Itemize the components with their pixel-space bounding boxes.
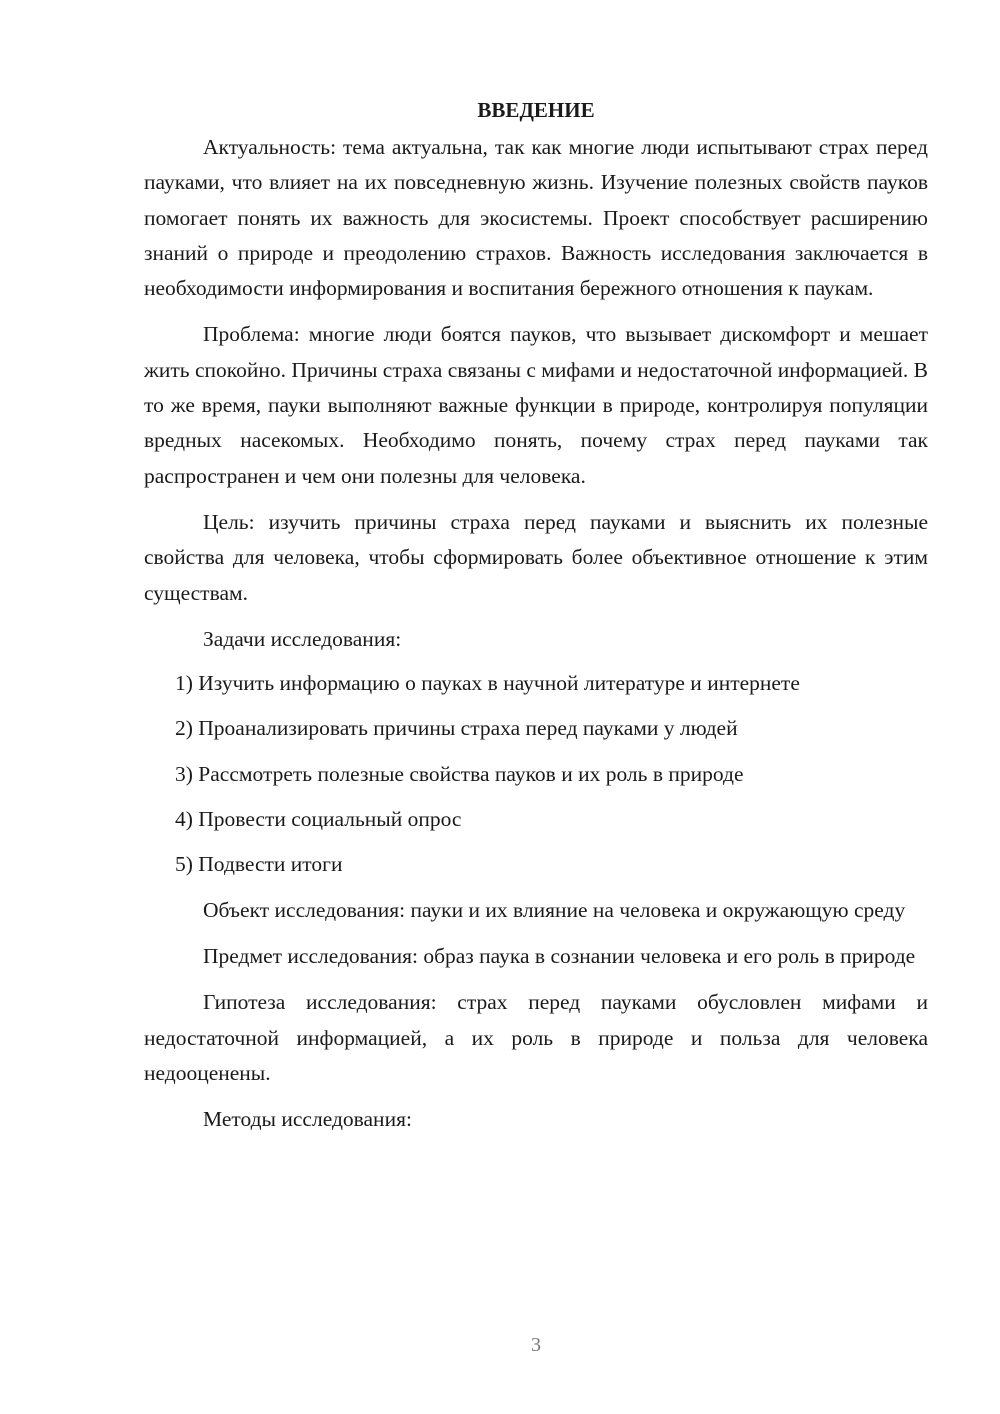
paragraph-subject: Предмет исследования: образ паука в сознании человека и его роль в природе (203, 943, 916, 968)
page-number: 3 (531, 1334, 541, 1356)
paragraph-goal: Цель: изучить причины страха перед пауками и выяснить их полезные свойства для человека, чтобы сформировать более объективное отношение к этим существам. (144, 509, 928, 605)
tasks-list (144, 666, 928, 882)
list-item: 1) Изучить информацию о пауках в научной литературе и интернете (175, 671, 800, 696)
paragraph-object: Объект исследования: пауки и их влияние на человека и окружающую среду (203, 897, 906, 922)
document-page (144, 92, 928, 1148)
paragraph-problem: Проблема: многие люди боятся пауков, что вызывает дискомфорт и мешает жить спокойно. Причины страха связаны с мифами и недостаточной информацией. В то же время, пауки выполняют важные функции в природе, контролируя популяции вредных насекомых. Необходимо понять, почему страх перед пауками так распространен и чем они полезны для человека. (144, 322, 928, 488)
methods-heading: Методы исследования: (203, 1107, 412, 1132)
tasks-heading: Задачи исследования: (203, 626, 402, 651)
paragraph-relevance: Актуальность: тема актуальна, так как многие люди испытывают страх перед пауками, что влияет на их повседневную жизнь. Изучение полезных свойств пауков помогает понять их важность для экосистемы. Проект способствует расширению знаний о природе и преодолению страхов. Важность исследования заключается в необходимости информирования и воспитания бережного отношения к паукам. (144, 135, 928, 301)
list-item: 2) Проанализировать причины страха перед пауками у людей (175, 716, 738, 741)
list-item: 4) Провести социальный опрос (175, 807, 462, 832)
list-item: 3) Рассмотреть полезные свойства пауков и их роль в природе (175, 761, 744, 786)
paragraph-hypothesis: Гипотеза исследования: страх перед пауками обусловлен мифами и недостаточной информацией, а их роль в природе и польза для человека недооценены. (144, 990, 928, 1085)
list-item: 5) Подвести итоги (175, 852, 343, 877)
section-title: ВВЕДЕНИЕ (477, 98, 595, 122)
